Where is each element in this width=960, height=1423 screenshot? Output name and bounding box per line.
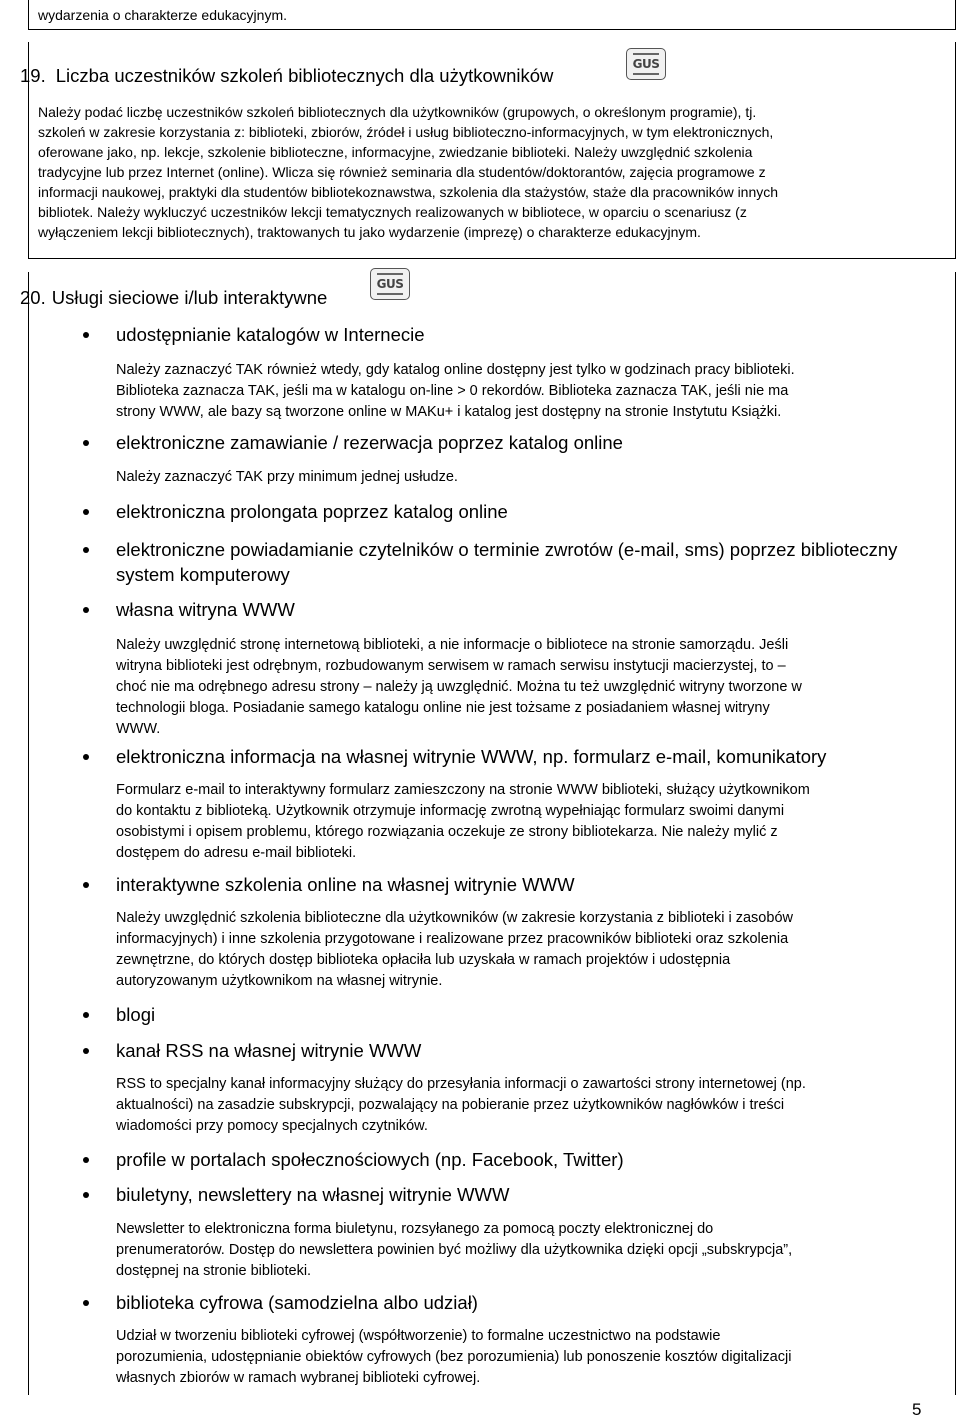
service-item-description — [116, 467, 932, 488]
logo-bar — [377, 273, 403, 275]
gus-logo-text: GUS — [376, 277, 404, 291]
paragraph-line: bibliotek. Należy wykluczyć uczestników lekcji tematycznych realizowanych w bibliotece, w oparciu o scenariusz (z — [38, 204, 747, 220]
section-19-paragraph — [38, 102, 934, 242]
description-line: Biblioteka zaznacza TAK, jeśli ma w katalogu on-line > 0 rekordów. Biblioteka zaznacza TAK, jeśli nie ma — [116, 383, 789, 399]
service-item-description — [116, 908, 932, 992]
bullet-icon — [83, 882, 89, 888]
service-item-description — [116, 1219, 932, 1282]
description-line: RSS to specjalny kanał informacyjny służący do przesyłania informacji o zawartości strony internetowej (np. — [116, 1076, 806, 1092]
section-20-title — [20, 286, 327, 310]
logo-bar — [633, 73, 659, 75]
service-item-title: elektroniczne powiadamianie czytelników o terminie zwrotów (e-mail, sms) poprzez biblioteczny system komputerowy — [116, 539, 898, 585]
description-line: choć nie ma odrębnego adresu strony – należy ją uwzględnić. Można tu też uwzględnić witryny tworzone w — [116, 679, 802, 695]
section-19-title — [20, 64, 553, 88]
service-item-title: elektroniczna prolongata poprzez katalog online — [116, 501, 508, 522]
service-item-description — [116, 1326, 932, 1389]
service-item-description — [116, 1074, 932, 1137]
description-line: zewnętrzne, do których dostęp biblioteka opłaciła lub uzyskała w ramach projektów i udostępnia — [116, 952, 731, 968]
service-item-title: biblioteka cyfrowa (samodzielna albo udział) — [116, 1292, 478, 1313]
gus-logo-icon — [626, 48, 666, 80]
description-line: dostępnej na stronie biblioteki. — [116, 1263, 312, 1279]
service-item-title: biuletyny, newslettery na własnej witrynie WWW — [116, 1184, 510, 1205]
bullet-icon — [83, 332, 89, 338]
service-item-description — [116, 635, 932, 740]
bullet-icon — [83, 1192, 89, 1198]
description-line: Należy uwzględnić szkolenia biblioteczne dla użytkowników (w zakresie korzystania z biblioteki i zasobów — [116, 910, 793, 926]
page-number: 5 — [912, 1400, 922, 1419]
service-item-description — [116, 360, 932, 423]
description-line: wiadomości przy pomocy specjalnych czytników. — [116, 1118, 428, 1134]
description-line: Udział w tworzeniu biblioteki cyfrowej (współtworzenie) to formalne uczestnictwo na podstawie — [116, 1328, 721, 1344]
service-item-title: własna witryna WWW — [116, 599, 295, 620]
paragraph-line: informacji naukowej, praktyki dla studentów bibliotekoznawstwa, szkolenia dla stażystów, staże dla pracowników innych — [38, 184, 779, 200]
description-line: Należy zaznaczyć TAK przy minimum jednej usłudze. — [116, 469, 458, 485]
bullet-icon — [83, 1048, 89, 1054]
description-line: Formularz e-mail to interaktywny formularz zamieszczony na stronie WWW biblioteki, służący użytkownikom — [116, 782, 810, 798]
service-item-title: kanał RSS na własnej witrynie WWW — [116, 1040, 422, 1061]
description-line: Należy zaznaczyć TAK również wtedy, gdy katalog online dostępny jest tylko w godzinach pracy biblioteki. — [116, 362, 795, 378]
paragraph-line: Należy podać liczbę uczestników szkoleń bibliotecznych dla użytkowników (grupowych, o określonym programie), tj. — [38, 104, 757, 120]
logo-bar — [377, 293, 403, 295]
bullet-icon — [83, 1157, 89, 1163]
description-line: dostępem do adresu e-mail biblioteki. — [116, 845, 357, 861]
description-line: autoryzowanym użytkownikom na własnej witrynie. — [116, 973, 443, 989]
service-item-title: udostępnianie katalogów w Internecie — [116, 324, 425, 345]
description-line: WWW. — [116, 721, 161, 737]
paragraph-line: wyłączeniem lekcji bibliotecznych), traktowanych tu jako wydarzenie (imprezę) o charakterze edukacyjnym. — [38, 224, 701, 240]
paragraph-line: oferowane jako, np. lekcje, szkolenie biblioteczne, informacyjne, zwiedzanie biblioteki. Należy uwzględnić szkolenia — [38, 144, 753, 160]
bullet-icon — [83, 1012, 89, 1018]
description-line: Należy uwzględnić stronę internetową biblioteki, a nie informacje o bibliotece na stronie samorządu. Jeśli — [116, 637, 789, 653]
service-item-title: interaktywne szkolenia online na własnej witrynie WWW — [116, 874, 575, 895]
description-line: informacyjnych) i inne szkolenia przygotowane i realizowane przez pracowników biblioteki oraz szkolenia — [116, 931, 789, 947]
paragraph-line: szkoleń w zakresie korzystania z: biblioteki, zbiorów, źródeł i usług biblioteczno-informacyjnych, w tym elektronicznych, — [38, 124, 774, 140]
service-item-title: elektroniczne zamawianie / rezerwacja poprzez katalog online — [116, 432, 623, 453]
bullet-icon — [83, 440, 89, 446]
previous-section-fragment: wydarzenia o charakterze edukacyjnym. — [38, 7, 288, 23]
service-item-title: elektroniczna informacja na własnej witrynie WWW, np. formularz e-mail, komunikatory — [116, 746, 827, 767]
logo-bar — [633, 53, 659, 55]
bullet-icon — [83, 509, 89, 515]
section-number: 19. — [20, 65, 46, 86]
section-title-text: Liczba uczestników szkoleń bibliotecznych dla użytkowników — [55, 65, 554, 86]
description-line: prenumeratorów. Dostęp do newslettera powinien być możliwy dla użytkownika dzięki opcji „subskrypcja”, — [116, 1242, 793, 1258]
gus-logo-text: GUS — [632, 57, 660, 71]
description-line: Newsletter to elektroniczna forma biuletynu, rozsyłanego za pomocą poczty elektronicznej do — [116, 1221, 714, 1237]
service-item-title: blogi — [116, 1004, 156, 1025]
description-line: witryna biblioteki jest odrębnym, rozbudowanym serwisem w ramach serwisu instytucji macierzystej, to – — [116, 658, 786, 674]
bullet-icon — [83, 754, 89, 760]
service-item-description — [116, 780, 932, 864]
description-line: technologii bloga. Posiadanie samego katalogu online nie jest tożsame z posiadaniem własnej witryny — [116, 700, 770, 716]
description-line: aktualności) na zasadzie subskrypcji, pozwalający na pobieranie przez użytkowników nagłówków i treści — [116, 1097, 785, 1113]
bullet-icon — [83, 607, 89, 613]
description-line: porozumienia, udostępnianie obiektów cyfrowych (bez porozumienia) lub ponoszenie kosztów digitalizacji — [116, 1349, 792, 1365]
section-number: 20. — [20, 287, 46, 308]
description-line: osobistymi i opisem problemu, którego rozwiązania oczekuje ze strony bibliotekarza. Nie należy mylić z — [116, 824, 778, 840]
bullet-icon — [83, 547, 89, 553]
paragraph-line: tradycyjne lub przez Internet (online). Wlicza się również seminaria dla studentów/doktorantów, zajęcia programowe z — [38, 164, 766, 180]
description-line: własnych zbiorów w ramach wybranej biblioteki cyfrowej. — [116, 1370, 481, 1386]
section-title-text: Usługi sieciowe i/lub interaktywne — [51, 287, 328, 308]
description-line: do kontaktu z biblioteką. Użytkownik otrzymuje informację zwrotną wypełniając formularz swoimi danymi — [116, 803, 785, 819]
gus-logo-icon — [370, 268, 410, 300]
bullet-icon — [83, 1300, 89, 1306]
description-line: strony WWW, ale bazy są tworzone online w MAKu+ i katalog jest dostępny na stronie Instytutu Książki. — [116, 404, 782, 420]
service-item-title: profile w portalach społecznościowych (np. Facebook, Twitter) — [116, 1149, 624, 1170]
